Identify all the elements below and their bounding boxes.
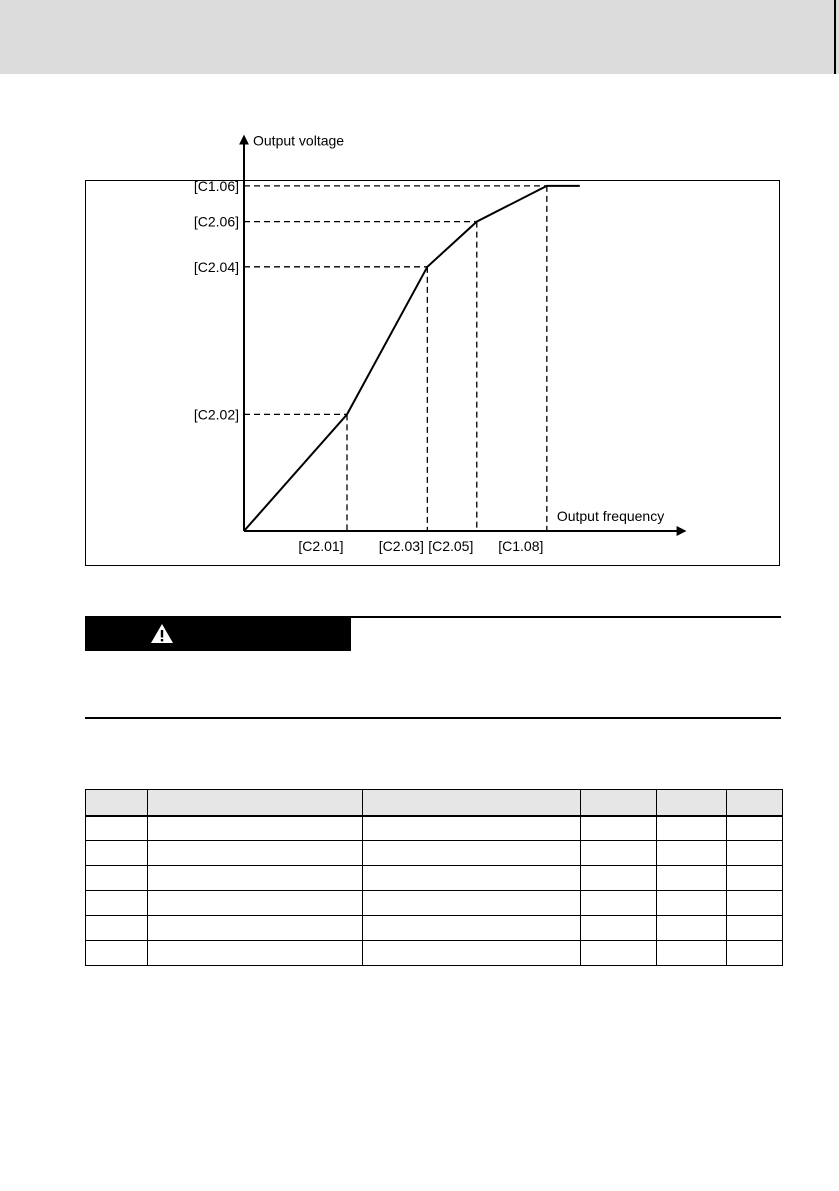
table-cell xyxy=(363,841,581,866)
table-header-cell xyxy=(148,790,363,816)
table-cell xyxy=(86,916,148,941)
table-cell xyxy=(363,816,581,841)
table-header-cell xyxy=(581,790,657,816)
table-cell xyxy=(581,841,657,866)
table-cell xyxy=(581,916,657,941)
table-cell xyxy=(581,866,657,891)
y-tick-label: [C2.02] xyxy=(193,406,239,423)
vf-curve-chart xyxy=(86,132,781,567)
table-cell xyxy=(727,916,783,941)
y-tick-label: [C1.06] xyxy=(193,177,239,194)
table-cell xyxy=(657,891,727,916)
vf-curve-figure xyxy=(85,132,780,566)
table-cell xyxy=(581,891,657,916)
table-row xyxy=(86,866,783,891)
table-cell xyxy=(148,841,363,866)
table-cell xyxy=(86,941,148,966)
x-tick-label: [C1.08] xyxy=(498,538,544,554)
table-cell xyxy=(727,891,783,916)
table-cell xyxy=(581,816,657,841)
table-cell xyxy=(657,916,727,941)
table-cell xyxy=(363,866,581,891)
table-cell xyxy=(657,841,727,866)
table-cell xyxy=(86,891,148,916)
table-cell xyxy=(148,866,363,891)
table-cell xyxy=(363,941,581,966)
table-cell xyxy=(581,941,657,966)
table-cell xyxy=(727,941,783,966)
table-header-cell xyxy=(363,790,581,816)
y-axis-title: Output voltage xyxy=(253,132,345,149)
table-cell xyxy=(727,841,783,866)
table-cell xyxy=(657,941,727,966)
table-cell xyxy=(363,891,581,916)
y-tick-label: [C2.06] xyxy=(193,213,239,230)
x-tick-label: [C2.01] xyxy=(298,538,344,554)
x-tick-label: [C2.03] xyxy=(378,538,424,554)
table-row xyxy=(86,816,783,841)
table-header-row xyxy=(86,790,783,816)
warning-signal-box xyxy=(85,617,351,651)
y-tick-label: [C2.04] xyxy=(193,258,239,275)
table-row xyxy=(86,916,783,941)
table-cell xyxy=(148,916,363,941)
table-cell xyxy=(363,916,581,941)
table-row xyxy=(86,841,783,866)
table-cell xyxy=(86,841,148,866)
page-edge-mark xyxy=(834,0,836,74)
table-cell xyxy=(657,866,727,891)
table-row xyxy=(86,941,783,966)
page-header-band xyxy=(0,0,839,74)
table-header-cell xyxy=(86,790,148,816)
table-cell xyxy=(148,816,363,841)
table-header-cell xyxy=(657,790,727,816)
parameter-table xyxy=(85,789,783,966)
table-cell xyxy=(727,816,783,841)
table-cell xyxy=(657,816,727,841)
table-cell xyxy=(86,816,148,841)
table-header-cell xyxy=(727,790,783,816)
table-cell xyxy=(148,891,363,916)
table-row xyxy=(86,891,783,916)
warning-triangle-icon xyxy=(150,623,174,644)
table-cell xyxy=(148,941,363,966)
x-tick-label: [C2.05] xyxy=(428,538,474,554)
table-cell xyxy=(727,866,783,891)
vf-curve-line xyxy=(244,186,580,531)
table-cell xyxy=(86,866,148,891)
warning-bottom-rule xyxy=(85,717,781,719)
x-axis-title: Output frequency xyxy=(556,508,665,524)
